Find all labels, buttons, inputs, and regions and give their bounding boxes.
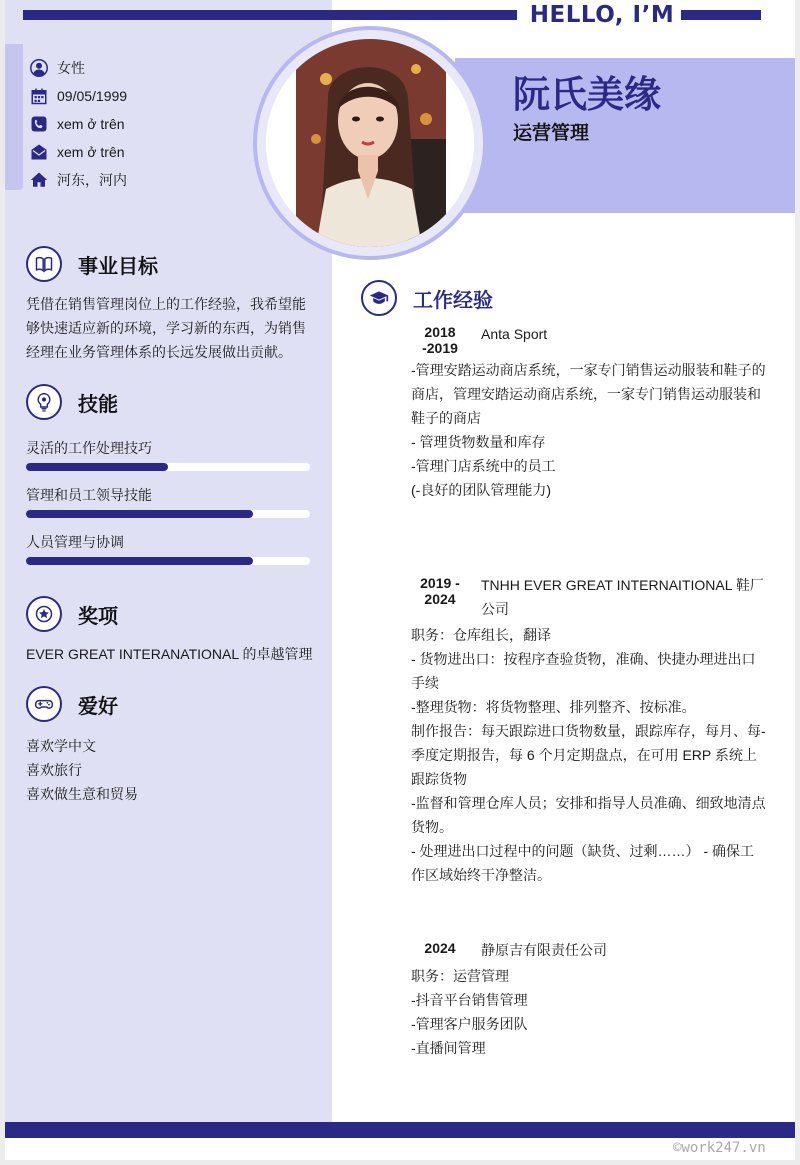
contact-gender-text: 女性 <box>57 60 85 76</box>
job-entry <box>411 322 767 502</box>
hobbies-header <box>26 686 118 722</box>
home-icon <box>29 170 49 190</box>
contact-email-text: xem ở trên <box>57 144 125 160</box>
contact-address-text: 河东，河内 <box>57 172 127 188</box>
objective-title: 事业目标 <box>78 253 158 278</box>
book-icon <box>26 246 62 282</box>
job-line: 职务：仓库组长，翻译 <box>411 627 551 643</box>
job-line: - 货物进出口：按程序查验货物，准确、快捷办理进出口手续 <box>411 651 756 691</box>
job-line: 制作报告：每天跟踪进口货物数量，跟踪库存，每月、每-季度定期报告，每 6 个月定期盘点，在可用 ERP 系统上跟踪货物 <box>411 723 766 787</box>
skill-bar-fill <box>26 557 253 565</box>
skills-title: 技能 <box>78 391 118 416</box>
job-year: 2019 - 2024 <box>420 575 460 607</box>
job-line: - 管理货物数量和库存 <box>411 434 546 450</box>
gamepad-icon <box>26 686 62 722</box>
skill-bar-fill <box>26 463 168 471</box>
calendar-icon <box>29 86 49 106</box>
job-line: -管理门店系统中的员工 <box>411 458 556 474</box>
hobby-item: 喜欢做生意和贸易 <box>26 786 138 802</box>
job-line: -管理安踏运动商店系统，一家专门销售运动服装和鞋子的商店，管理安踏运动商店系统，一家专门销售运动服装和鞋子的商店 <box>411 362 766 426</box>
contact-address <box>29 166 269 194</box>
job-line: -直播间管理 <box>411 1040 486 1056</box>
job-company: 静原吉有限责任公司 <box>481 942 607 958</box>
job-line: 职务：运营管理 <box>411 968 509 984</box>
job-year: 2024 <box>424 940 456 956</box>
contact-phone-text: xem ở trên <box>57 116 125 132</box>
awards-header <box>26 596 118 632</box>
email-icon <box>29 142 49 162</box>
job-entry <box>411 938 767 1060</box>
graduation-cap-icon <box>361 280 397 316</box>
job-line: -管理客户服务团队 <box>411 1016 528 1032</box>
contact-email <box>29 138 269 166</box>
contact-phone <box>29 110 269 138</box>
job-line: - 处理进出口过程中的问题（缺货、过剩……） - 确保工作区域始终干净整洁。 <box>411 843 754 883</box>
skill-bar <box>26 463 310 471</box>
job-entry <box>411 573 767 887</box>
skills-header <box>26 384 118 420</box>
lightbulb-icon <box>26 384 62 420</box>
experience-title: 工作经验 <box>413 287 493 312</box>
contact-list <box>29 54 269 194</box>
skill-bar <box>26 510 310 518</box>
job-line: -监督和管理仓库人员；安排和指导人员准确、细致地清点货物。 <box>411 795 766 835</box>
profile-photo <box>266 39 474 247</box>
skill-label: 灵活的工作处理技巧 <box>26 440 152 456</box>
job-line: (-良好的团队管理能力) <box>411 482 551 498</box>
hobbies-title: 爱好 <box>78 693 118 718</box>
top-bar-left <box>23 10 517 20</box>
contact-gender <box>29 54 269 82</box>
contact-birthday <box>29 82 269 110</box>
phone-icon <box>29 114 49 134</box>
skill-bar-fill <box>26 510 253 518</box>
hobby-item: 喜欢旅行 <box>26 762 82 778</box>
watermark: ©work247.vn <box>673 1140 766 1156</box>
hobby-item: 喜欢学中文 <box>26 738 96 754</box>
medal-icon <box>26 596 62 632</box>
resume-sheet <box>5 0 795 1160</box>
objective-header <box>26 246 158 282</box>
skill-label: 管理和员工领导技能 <box>26 487 152 503</box>
job-year: 2018 -2019 <box>422 324 458 356</box>
skill-bar <box>26 557 310 565</box>
user-icon <box>29 58 49 78</box>
candidate-role: 运营管理 <box>513 122 590 144</box>
candidate-name: 阮氏美缘 <box>513 73 661 116</box>
bottom-bar <box>5 1122 795 1138</box>
experience-header <box>361 280 493 316</box>
job-company: TNHH EVER GREAT INTERNAITIONAL 鞋厂公司 <box>481 577 764 617</box>
objective-text: 凭借在销售管理岗位上的工作经验，我希望能够快速适应新的环境，学习新的东西，为销售经理在业务管理体系的长远发展做出贡献。 <box>26 296 306 360</box>
top-bar-right <box>681 10 761 20</box>
awards-text: EVER GREAT INTERANATIONAL 的卓越管理 <box>26 646 313 662</box>
skill-label: 人员管理与协调 <box>26 534 124 550</box>
job-line: -抖音平台销售管理 <box>411 992 528 1008</box>
hello-heading: HELLO, I’M <box>529 2 675 28</box>
contact-birthday-text: 09/05/1999 <box>57 88 128 104</box>
awards-title: 奖项 <box>78 603 118 628</box>
job-line: -整理货物：将货物整理、排列整齐、按标准。 <box>411 699 696 715</box>
contact-accent <box>5 44 23 190</box>
job-company: Anta Sport <box>481 326 548 342</box>
